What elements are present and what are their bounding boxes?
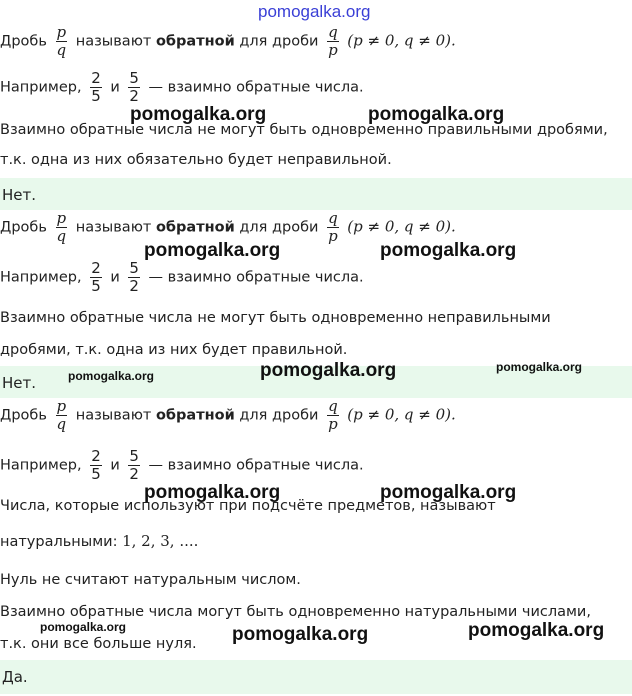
watermark: pomogalka.org	[232, 624, 369, 645]
natural-numbers: 1, 2, 3, ....	[122, 532, 199, 550]
example-line-3	[0, 448, 364, 483]
fraction-5-2: $\frac{5}{2}$	[129, 69, 139, 105]
text: и	[110, 457, 120, 474]
text: для дроби	[239, 407, 319, 424]
bold-term: обратной	[155, 219, 235, 236]
answer-1: Нет.	[2, 186, 37, 204]
text: называют	[75, 33, 152, 50]
statement-2-line-1: Взаимно обратные числа не могут быть одновременно неправильными	[0, 310, 551, 326]
fraction-q-p: $\frac{q}{p}$	[328, 23, 338, 59]
answer-3: Да.	[2, 668, 28, 686]
text: — взаимно обратные числа.	[148, 457, 364, 474]
condition: (p ≠ 0, q ≠ 0).	[347, 217, 456, 236]
fraction-2-5: $\frac{2}{5}$	[91, 69, 101, 105]
condition: (p ≠ 0, q ≠ 0).	[347, 31, 456, 50]
fraction-2-5: $\frac{2}{5}$	[91, 447, 101, 483]
watermark-top[interactable]: pomogalka.org	[258, 2, 371, 21]
watermark: pomogalka.org	[496, 360, 583, 374]
answer-band-3	[0, 660, 632, 694]
statement-1-line-2: т.к. одна из них обязательно будет неправильной.	[0, 152, 392, 168]
fraction-q-p: $\frac{q}{p}$	[328, 397, 338, 433]
watermark: pomogalka.org	[368, 104, 505, 125]
zero-note: Нуль не считают натуральным числом.	[0, 572, 301, 588]
answer-band-1	[0, 178, 632, 210]
condition: (p ≠ 0, q ≠ 0).	[347, 405, 456, 424]
watermark: pomogalka.org	[144, 482, 281, 503]
watermark: pomogalka.org	[260, 360, 397, 381]
bold-term: обратной	[155, 33, 235, 50]
fraction-p-q: $\frac{p}{q}$	[56, 23, 67, 59]
statement-3-line-2: т.к. они все больше нуля.	[0, 636, 197, 652]
text: Дробь	[0, 219, 47, 236]
text: — взаимно обратные числа.	[148, 79, 364, 96]
text: для дроби	[239, 33, 319, 50]
text: для дроби	[239, 219, 319, 236]
fraction-p-q: $\frac{p}{q}$	[56, 209, 67, 245]
text: Дробь	[0, 33, 47, 50]
example-line-1	[0, 70, 364, 105]
fraction-5-2: $\frac{5}{2}$	[129, 259, 139, 295]
text: Например,	[0, 457, 82, 474]
watermark: pomogalka.org	[468, 620, 605, 641]
watermark: pomogalka.org	[380, 482, 517, 503]
fraction-5-2: $\frac{5}{2}$	[129, 447, 139, 483]
text: называют	[75, 219, 152, 236]
text: и	[110, 79, 120, 96]
natural-line-1: Числа, которые используют при подсчёте предметов, называют	[0, 498, 496, 514]
watermark: pomogalka.org	[380, 240, 517, 261]
text: натуральными:	[0, 534, 118, 550]
text: Например,	[0, 79, 82, 96]
bold-term: обратной	[155, 407, 235, 424]
text: и	[110, 269, 120, 286]
text: Например,	[0, 269, 82, 286]
example-line-2	[0, 260, 364, 295]
answer-2: Нет.	[2, 374, 37, 392]
text: Дробь	[0, 407, 47, 424]
natural-line-2	[0, 532, 198, 550]
definition-line-3	[0, 398, 456, 433]
statement-3-line-1: Взаимно обратные числа могут быть одновременно натуральными числами,	[0, 604, 591, 620]
fraction-q-p: $\frac{q}{p}$	[328, 209, 338, 245]
statement-1-line-1: Взаимно обратные числа не могут быть одновременно правильными дробями,	[0, 122, 608, 138]
text: называют	[75, 407, 152, 424]
fraction-2-5: $\frac{2}{5}$	[91, 259, 101, 295]
definition-line-1	[0, 24, 456, 59]
fraction-p-q: $\frac{p}{q}$	[56, 397, 67, 433]
watermark: pomogalka.org	[130, 104, 267, 125]
text: — взаимно обратные числа.	[148, 269, 364, 286]
watermark: pomogalka.org	[144, 240, 281, 261]
watermark: pomogalka.org	[40, 620, 127, 634]
watermark: pomogalka.org	[68, 369, 155, 383]
statement-2-line-2: дробями, т.к. одна из них будет правильной.	[0, 342, 348, 358]
